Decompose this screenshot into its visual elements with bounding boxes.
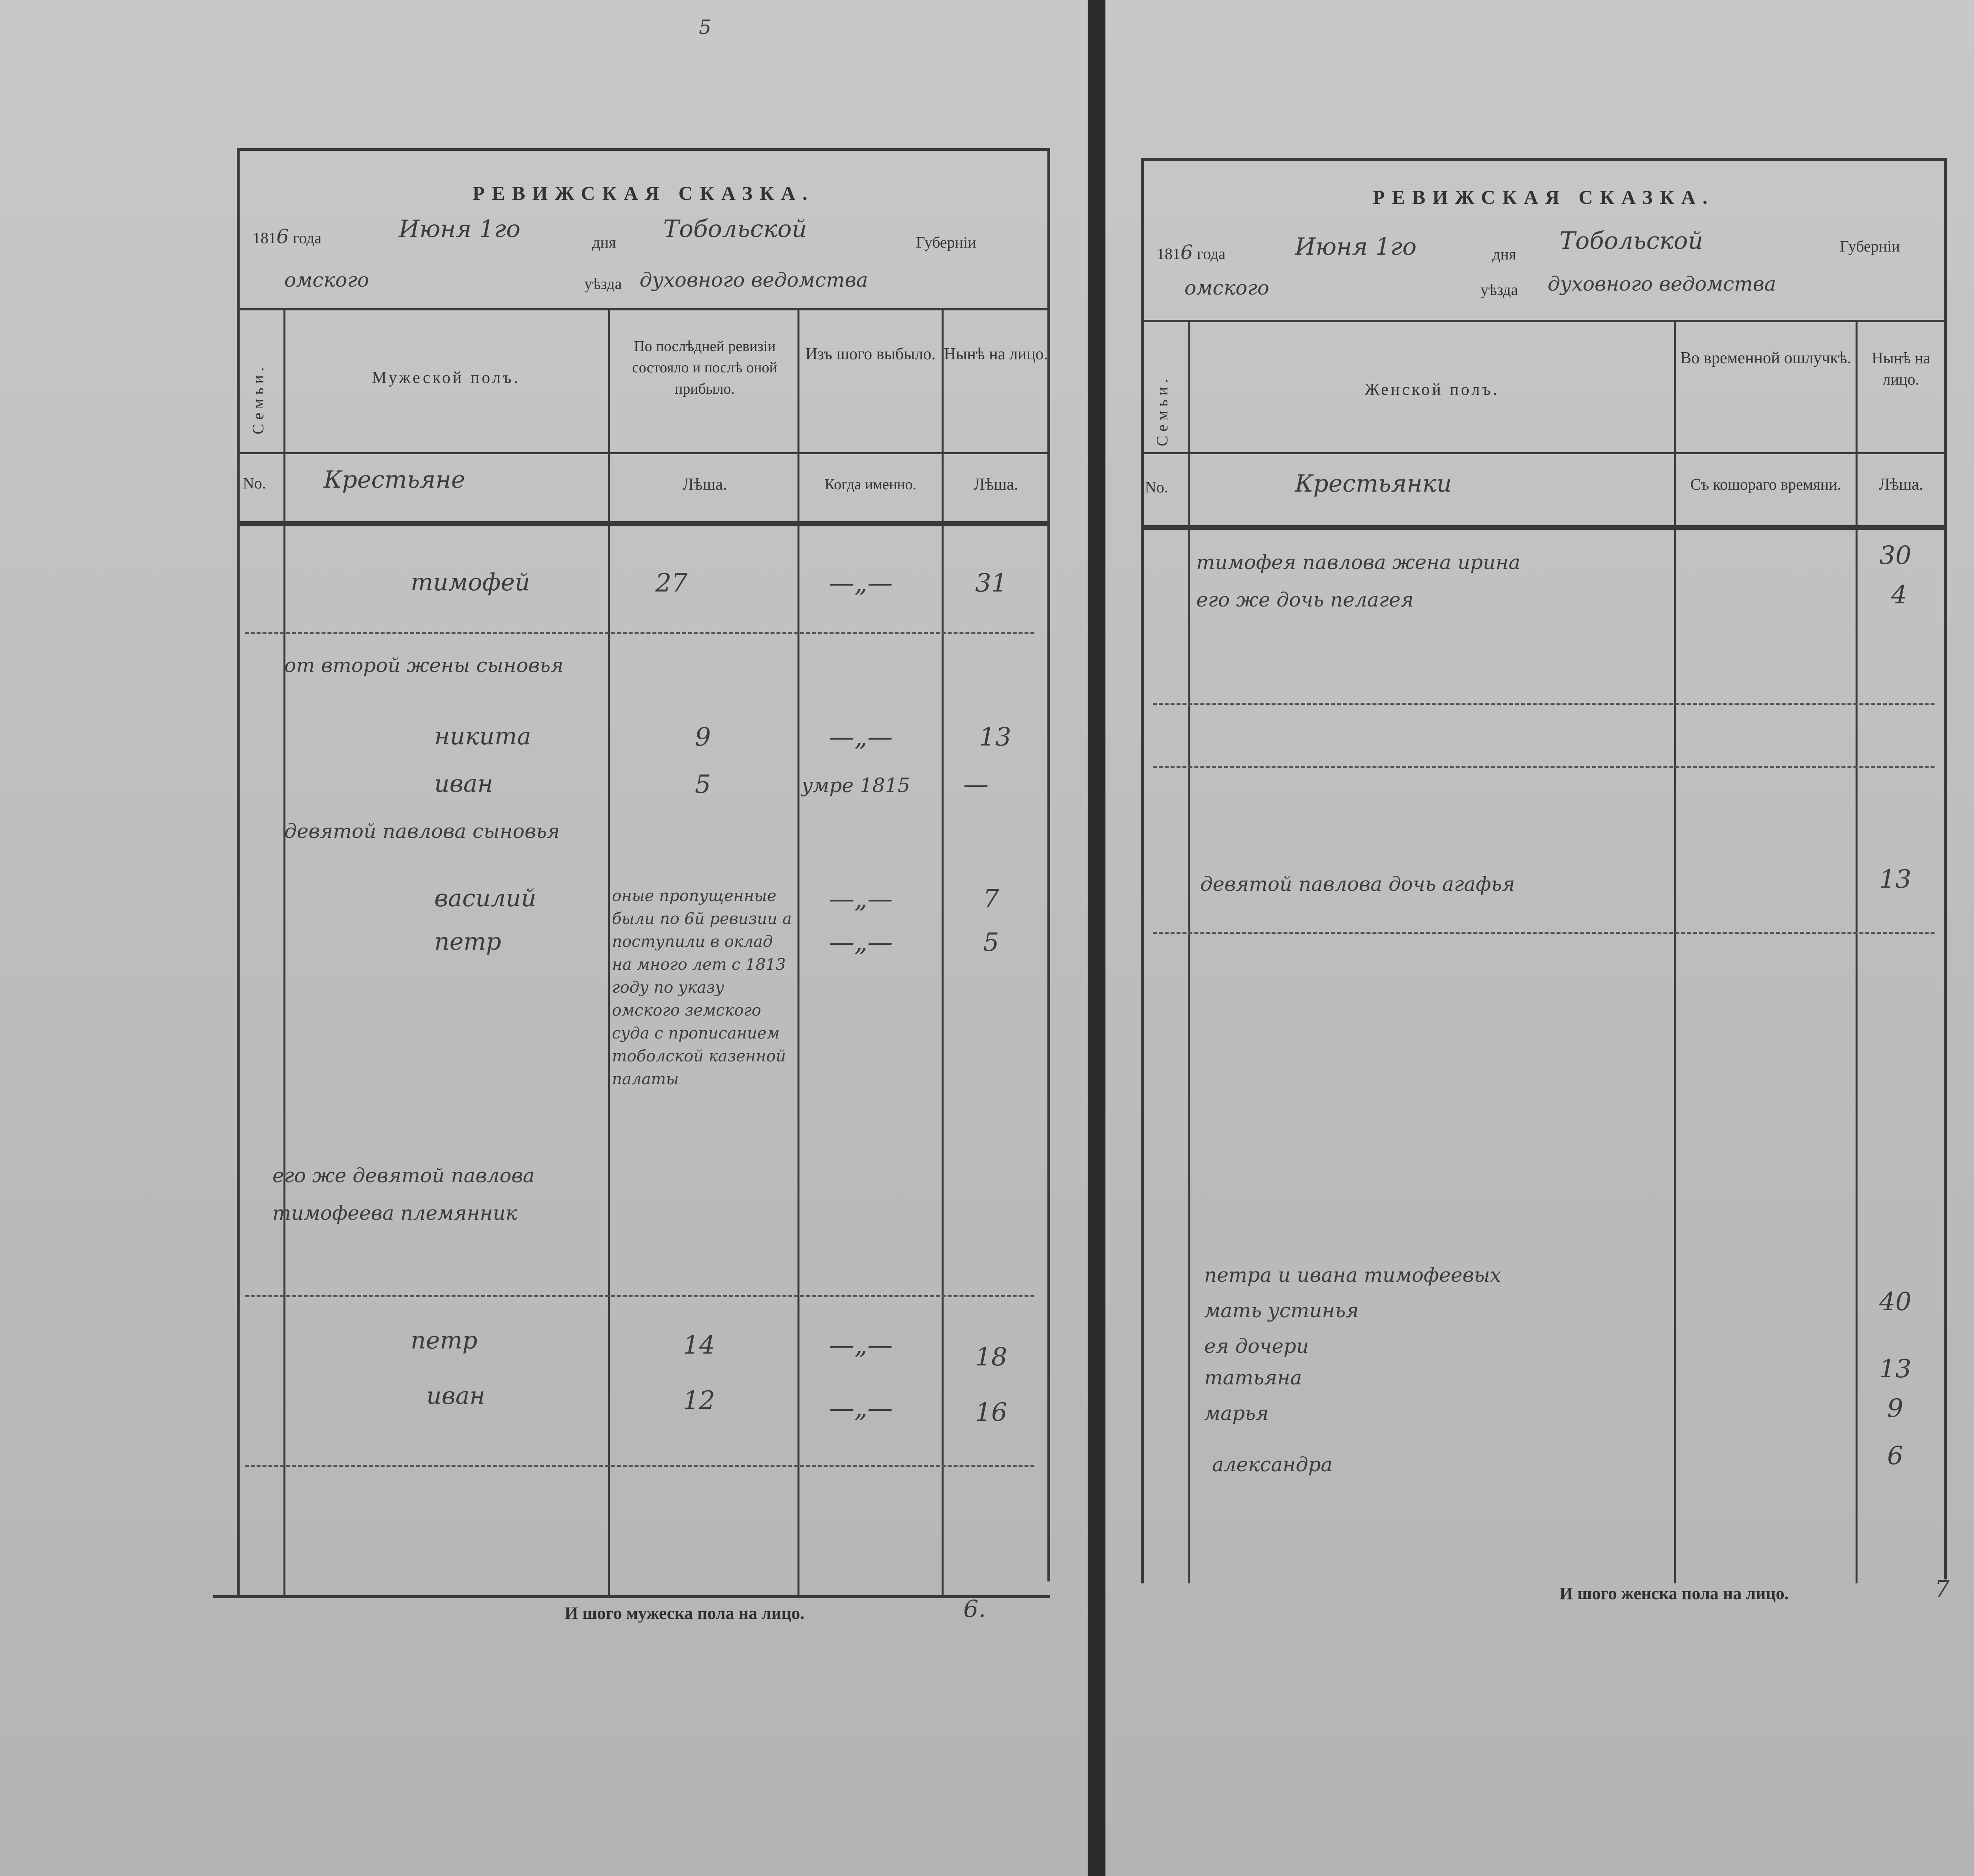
female-name: марья bbox=[1204, 1402, 1269, 1425]
semya-header: Семьи. bbox=[1153, 375, 1171, 446]
male-name: петр bbox=[434, 928, 501, 956]
prev-age: 9 bbox=[695, 723, 711, 752]
leta-header: Лѣша. bbox=[1878, 475, 1923, 494]
male-name: никита bbox=[434, 723, 531, 750]
uezd-handwritten-left: омского bbox=[1184, 276, 1269, 299]
family-note: от второй жены сыновья bbox=[284, 654, 564, 677]
year-prefix: 181 bbox=[253, 229, 276, 247]
year-prefix: 181 bbox=[1157, 245, 1180, 263]
male-name: иван bbox=[434, 770, 493, 798]
now-age: 31 bbox=[975, 569, 1008, 598]
female-name: тимофея павлова жена ирина bbox=[1196, 551, 1520, 574]
goda-label: года bbox=[1197, 245, 1226, 263]
table-top-border bbox=[237, 148, 1050, 151]
col-line-3 bbox=[797, 308, 799, 1595]
now-age: 13 bbox=[1879, 1354, 1912, 1384]
female-name: ея дочери bbox=[1204, 1335, 1309, 1358]
right-page bbox=[1105, 0, 1974, 1876]
now-age: 13 bbox=[1879, 865, 1912, 894]
header-bottom-rule bbox=[1141, 525, 1946, 530]
prev-age: 14 bbox=[683, 1331, 715, 1360]
now-age: 40 bbox=[1879, 1287, 1912, 1316]
now-age: 7 bbox=[983, 884, 999, 914]
out-value: —„— bbox=[829, 1331, 893, 1360]
table-right-border bbox=[1944, 158, 1947, 1579]
book-gutter bbox=[1088, 0, 1105, 1876]
female-total-handwritten: 7 bbox=[1935, 1576, 1950, 1603]
zhenskoy-header: Женской полъ. bbox=[1364, 381, 1500, 399]
prev-age: 27 bbox=[655, 569, 688, 598]
female-total-footer: И шого женска пола на лицо. bbox=[1559, 1584, 1789, 1603]
corner-page-number: 5 bbox=[699, 16, 711, 39]
klass-handwritten: Крестьяне bbox=[324, 466, 465, 494]
female-name: мать устинья bbox=[1204, 1299, 1359, 1322]
row-separator bbox=[245, 632, 1034, 634]
header-top-line bbox=[237, 308, 1050, 310]
female-name: татьяна bbox=[1204, 1366, 1302, 1389]
male-name: василий bbox=[434, 884, 537, 912]
col-line-1 bbox=[283, 308, 285, 1595]
muzhskoy-header: Мужеской полъ. bbox=[372, 369, 520, 387]
guberniya-label: Губерніи bbox=[1840, 237, 1900, 255]
prev-age: 12 bbox=[683, 1386, 715, 1415]
uezd-handwritten-right: духовного ведомства bbox=[1548, 272, 1776, 295]
female-name: александра bbox=[1212, 1453, 1333, 1476]
now-age: 5 bbox=[983, 928, 999, 957]
po-posledney-header: По послѣдней ревизіи состояло и послѣ оной прибыло. bbox=[632, 338, 777, 397]
out-value: —„— bbox=[829, 884, 893, 914]
nyne-header: Нынѣ на лицо. bbox=[1871, 349, 1931, 388]
no-header: No. bbox=[243, 474, 266, 492]
klass-handwritten: Крестьянки bbox=[1295, 470, 1452, 498]
uezda-label: уѣзда bbox=[1480, 281, 1518, 299]
table-top-border bbox=[1141, 158, 1946, 161]
now-age: 16 bbox=[975, 1398, 1008, 1427]
male-total-footer: И шого мужеска пола на лицо. bbox=[565, 1604, 805, 1623]
leta1-header: Лѣша. bbox=[682, 475, 727, 494]
uezda-label: уѣзда bbox=[584, 275, 622, 293]
row-separator bbox=[1153, 703, 1935, 705]
goda-label: года bbox=[293, 229, 322, 247]
row-separator bbox=[1153, 766, 1935, 768]
vo-vremennoy-header: Во временной ошлучкѣ. bbox=[1680, 349, 1852, 367]
col-line-2 bbox=[608, 308, 610, 1595]
out-value: умре 1815 bbox=[801, 774, 910, 797]
right-page-title: РЕВИЖСКАЯ СКАЗКА. bbox=[1373, 186, 1715, 208]
family-note: девятой павлова сыновья bbox=[284, 820, 560, 843]
male-total-handwritten: 6. bbox=[963, 1595, 986, 1623]
row-separator bbox=[245, 1465, 1034, 1467]
male-name: тимофей bbox=[411, 569, 530, 596]
now-age: 9 bbox=[1887, 1394, 1903, 1423]
header-mid-line bbox=[237, 452, 1050, 454]
male-name: иван bbox=[426, 1382, 485, 1410]
s-kotorogo-header: Съ кошораго времяни. bbox=[1690, 475, 1841, 493]
header-top-line bbox=[1141, 320, 1946, 322]
dnya-label: дня bbox=[1492, 245, 1516, 263]
year-suffix: 6 bbox=[1180, 241, 1193, 264]
now-age: 30 bbox=[1879, 541, 1912, 570]
female-name: его же дочь пелагея bbox=[1196, 588, 1414, 611]
table-bottom-border bbox=[213, 1595, 1050, 1598]
out-value: —„— bbox=[829, 569, 893, 598]
uezd-handwritten-right: духовного ведомства bbox=[640, 269, 868, 291]
guberniya-label: Губерніи bbox=[916, 233, 976, 251]
row-separator bbox=[245, 1295, 1034, 1297]
guberniya-handwritten: Тобольской bbox=[663, 215, 807, 243]
date-handwritten: Июня 1го bbox=[399, 215, 521, 243]
out-value: —„— bbox=[829, 928, 893, 957]
kogda-header: Когда именно. bbox=[824, 476, 917, 493]
col-line-2 bbox=[1674, 320, 1676, 1583]
dnya-label: дня bbox=[592, 233, 616, 251]
col-line-4 bbox=[942, 308, 944, 1595]
date-handwritten: Июня 1го bbox=[1295, 233, 1417, 261]
col-line-1 bbox=[1188, 320, 1190, 1583]
margin-note: оные пропущенные были по 6й ревизии а поступили в оклад на много лет с 1813 году по указу омского земского суда с прописанием тоболской казенной палаты bbox=[612, 887, 792, 1088]
out-value: —„— bbox=[829, 1394, 893, 1423]
row-separator bbox=[1153, 932, 1935, 934]
now-age: 13 bbox=[979, 723, 1011, 752]
nyne-header: Нынѣ на лицо. bbox=[944, 345, 1048, 363]
now-age: 4 bbox=[1891, 580, 1907, 610]
year-suffix: 6 bbox=[276, 225, 289, 248]
col-line-3 bbox=[1856, 320, 1858, 1583]
semya-header: Семьи. bbox=[249, 363, 267, 434]
female-name: девятой павлова дочь агафья bbox=[1200, 873, 1515, 896]
table-left-border bbox=[1141, 158, 1144, 1583]
now-age: 18 bbox=[975, 1343, 1008, 1372]
iz-togo-header: Изъ шого выбыло. bbox=[805, 345, 936, 363]
no-header: No. bbox=[1145, 478, 1168, 496]
female-name: петра и ивана тимофеевых bbox=[1204, 1264, 1501, 1286]
now-age: 6 bbox=[1887, 1441, 1903, 1470]
guberniya-handwritten: Тобольской bbox=[1559, 227, 1703, 255]
table-left-border bbox=[237, 148, 240, 1597]
uezd-handwritten-left: омского bbox=[284, 269, 369, 291]
now-age: — bbox=[963, 770, 989, 799]
family-note: его же девятой павлова тимофеева племянник bbox=[272, 1164, 535, 1224]
header-bottom-rule bbox=[237, 521, 1050, 526]
prev-age: 5 bbox=[695, 770, 711, 799]
left-page-title: РЕВИЖСКАЯ СКАЗКА. bbox=[473, 182, 814, 204]
out-value: —„— bbox=[829, 723, 893, 752]
header-mid-line bbox=[1141, 452, 1946, 454]
leta2-header: Лѣша. bbox=[974, 475, 1018, 494]
male-name: петр bbox=[411, 1327, 478, 1354]
